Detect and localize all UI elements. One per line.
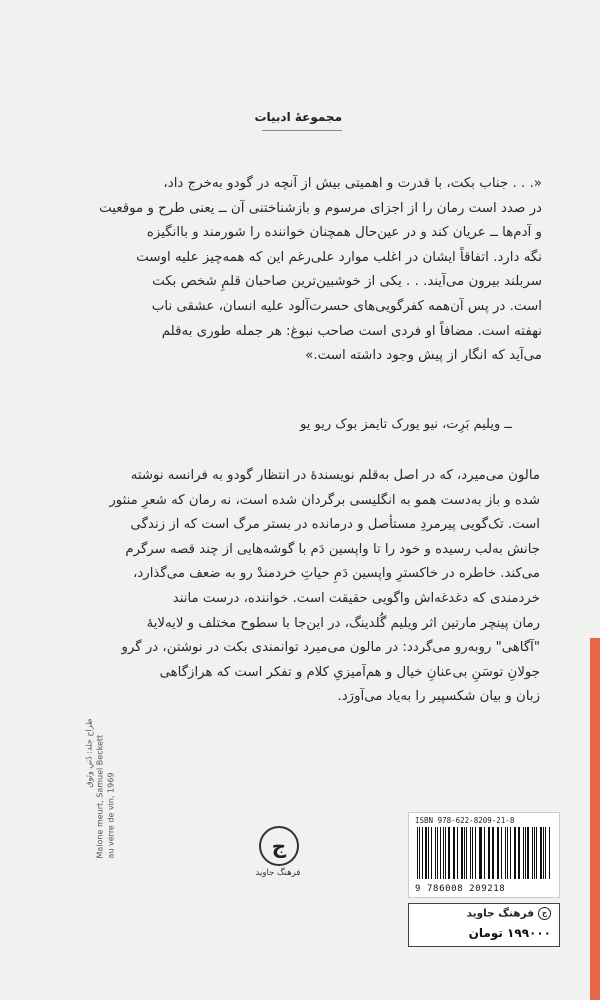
barcode-number: 9 786008 209218: [415, 884, 506, 894]
price-value: ۱۹۹۰۰۰ تومان: [468, 926, 551, 940]
barcode-bar: [523, 827, 524, 879]
barcode-bar: [545, 827, 546, 879]
barcode-bar: [532, 827, 533, 879]
barcode-bar: [440, 827, 441, 879]
barcode-bar: [475, 827, 476, 879]
excerpt-line: می‌آید که انگار از پیش وجود داشته است.»: [305, 348, 542, 364]
excerpt-line: در صدد است رمان را از اجزای مرسوم و بازشناختنی آن ــ یعنی طرح و موقعیت: [99, 200, 542, 216]
barcode-bar: [472, 827, 473, 879]
excerpt-line: نهفته است. مضافاً او فردی است صاحب نبوغ: هر جمله طوری به‌قلم: [161, 323, 542, 339]
excerpt-line: «. . . جناب بکت، با قدرت و اهمیتی بیش از آنچه در گودو به‌خرج داد،: [163, 176, 542, 191]
barcode-bar: [518, 827, 520, 879]
description-line: است. تک‌گویی پیرمردِ مستأصل و درمانده در بستر مرگ است که از زندگی: [130, 517, 540, 533]
review-excerpt: [52, 172, 542, 369]
barcode-bar: [454, 827, 455, 879]
barcode-bar: [422, 827, 423, 879]
description-line: شده و باز به‌دست همو به انگلیسی برگردان شده است، نه رمان که شعرِ منثور: [109, 492, 540, 508]
barcode-bars: [417, 827, 551, 879]
barcode-bar: [514, 827, 515, 879]
barcode-bar: [437, 827, 438, 879]
price-sticker-publisher-name: فرهنگ جاوید: [466, 907, 534, 920]
barcode-bar: [470, 827, 471, 879]
description-line: زبان و بیان شکسپیر را به‌یاد می‌آورَد.: [337, 689, 540, 705]
publisher-mini-logo: ج: [538, 907, 551, 920]
barcode-bar: [505, 827, 506, 879]
description-line: جانش به‌لب رسیده و خود را تا واپسین دَم با گوشه‌هایی از چند قصه سرگرم: [125, 541, 540, 557]
barcode-bar: [448, 827, 449, 879]
barcode-bar: [525, 827, 526, 879]
barcode-bar: [501, 827, 503, 879]
barcode-bar: [419, 827, 420, 879]
excerpt-line: است. در پس آن‌همه کفرگویی‌های حسرت‌آلود علیه انسان، عشقی ناب: [151, 298, 542, 314]
barcode-bar: [484, 827, 485, 879]
price-sticker-publisher: [467, 907, 551, 920]
barcode-bar: [543, 827, 544, 879]
publisher-logo: ج: [259, 826, 299, 866]
barcode-bar: [435, 827, 436, 879]
barcode-bar: [428, 827, 429, 879]
barcode-bar: [498, 827, 499, 879]
barcode-bar: [443, 827, 444, 879]
barcode-bar: [507, 827, 508, 879]
barcode-label: [408, 812, 560, 898]
description-line: مالون می‌میرد، که در اصل به‌قلم نویسندهٔ در انتظار گودو به فرانسه نوشته: [130, 468, 540, 483]
barcode-bar: [527, 827, 528, 879]
barcode-bar: [464, 827, 465, 879]
barcode-bar: [453, 827, 454, 879]
review-attribution: ــ ویلیم بَرِت، نیو یورک تایمز بوک ریو یو: [300, 417, 512, 432]
series-underline: [262, 130, 342, 131]
cover-designer-credit: طراح جلد: دُنیِ وثوق: [84, 718, 94, 788]
description-line: رمان پینچر مارتین اثر ویلیم گُلدینگ، در این‌جا با سطوح مختلف و لایه‌لایهٔ: [146, 615, 540, 631]
barcode-bar: [489, 827, 490, 879]
description-line: "آگاهی" روبه‌رو می‌گردد: در مالون می‌میرد توانمندی بکت در نوشتن، در گرو: [121, 640, 540, 656]
barcode-bar: [488, 827, 489, 879]
barcode-bar: [540, 827, 542, 879]
book-description: [40, 464, 540, 710]
barcode-bar: [515, 827, 516, 879]
barcode-bar: [425, 827, 427, 879]
vertical-credits: [84, 719, 117, 859]
barcode-bar: [549, 827, 550, 879]
barcode-bar: [431, 827, 432, 879]
barcode-bar: [417, 827, 418, 879]
barcode-bar: [492, 827, 493, 879]
orange-spine-stripe: [590, 638, 600, 1000]
barcode-bar: [466, 827, 467, 879]
excerpt-line: نگه دارد. اتفاقاً ایشان در اغلب موارد علی‌رغم این که همه‌چیز علیه اوست: [136, 249, 542, 265]
barcode-bar: [497, 827, 498, 879]
isbn-text: ISBN 978-622-8209-21-8: [415, 816, 515, 825]
barcode-bar: [461, 827, 463, 879]
excerpt-line: و آدم‌ها ــ عریان کند و در عین‌حال همچنان خواننده را شورمند و باانگیزه: [146, 225, 542, 241]
barcode-bar: [510, 827, 511, 879]
series-title: مجموعهٔ ادبیات: [254, 110, 342, 124]
excerpt-line: سربلند بیرون می‌آیند. . . یکی از خوشبین‌ترین صاحبان قلمِ شخص بکت: [152, 274, 542, 290]
description-line: خردمندی که دغدغه‌اش واگویی حقیقت است. خواننده، درست مانند: [172, 590, 540, 606]
barcode-bar: [479, 827, 480, 879]
description-line: می‌کند. خاطره در خاکسترِ واپسین دَمِ حیاتِ خردمندْ رو به ضعف می‌گذارد،: [133, 566, 540, 582]
description-line: جولانِ توسَنِ بی‌عنانِ خیال و هم‌آمیزیِ کلام و تفکر است که هرازگاهی: [159, 664, 540, 680]
price-sticker: [408, 903, 560, 947]
original-publication-credit: au verre de vin, 1969: [106, 772, 116, 859]
barcode-bar: [457, 827, 458, 879]
barcode-bar: [536, 827, 537, 879]
publisher-name: فرهنگ جاوید: [255, 868, 301, 878]
barcode-bar: [480, 827, 482, 879]
barcode-bar: [445, 827, 447, 879]
barcode-bar: [534, 827, 535, 879]
original-title-credit: Malone meurt, Samuel Beckett: [95, 734, 105, 859]
